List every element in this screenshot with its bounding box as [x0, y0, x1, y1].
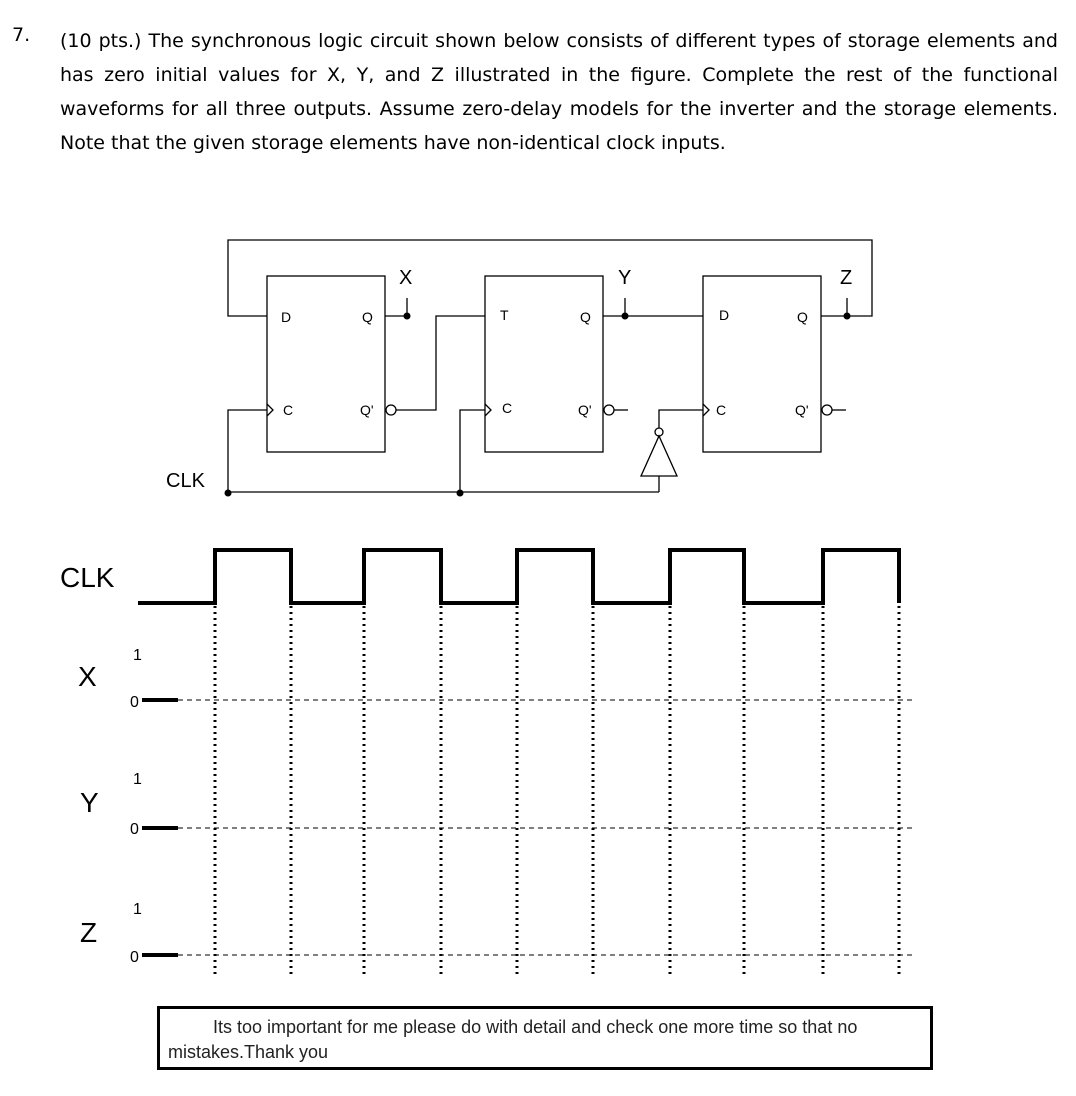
question-text: (10 pts.) The synchronous logic circuit shown below consists of different types of storage elements and has zero initial values for X, Y, and Z illustrated in the figure. Complete the rest of the functional waveforms for all three outputs. Assume zero-delay models for the inverter and the storage elements. Note that the given storage elements have non-identical clock inputs.	[60, 30, 1058, 154]
ff3-d-label: D	[719, 307, 730, 323]
ff2-clock-triangle	[485, 404, 491, 416]
ff1-qbar-bubble	[386, 405, 396, 415]
ff1-qbar-label: Q'	[360, 402, 374, 418]
z-signal-row	[80, 901, 915, 966]
ff3-c-label: C	[716, 402, 727, 418]
x-high-label: 1	[133, 647, 142, 664]
question-number: 7.	[12, 24, 31, 46]
user-note-text: Its too important for me please do with detail and check one more time so that no mistakes.Thank you	[168, 1017, 858, 1062]
ff3-d-flipflop	[703, 276, 821, 452]
ff1-clock-triangle	[267, 404, 273, 416]
y-signal-row	[80, 771, 915, 838]
circuit-clk-label: CLK	[166, 470, 205, 492]
y-low-label: 0	[130, 821, 139, 838]
clk-to-ff2	[460, 410, 485, 492]
feedback-wire	[228, 240, 872, 316]
y-high-label: 1	[133, 771, 142, 788]
ff1-q-label: Q	[362, 309, 373, 325]
clock-waveform	[138, 550, 899, 603]
y-output-label: Y	[618, 267, 632, 289]
timing-clk-label: CLK	[60, 562, 115, 593]
ff1-d-flipflop	[267, 276, 385, 452]
ff3-qbar-label: Q'	[795, 402, 809, 418]
ff2-q-label: Q	[580, 309, 591, 325]
junction-dots	[225, 313, 851, 497]
y-signal-name: Y	[80, 787, 99, 818]
x-low-label: 0	[130, 694, 139, 711]
ff3-q-label: Q	[797, 309, 808, 325]
x-signal-row	[78, 647, 915, 711]
user-note-box	[157, 1006, 933, 1070]
x-signal-name: X	[78, 661, 97, 692]
ff2-qbar-label: Q'	[578, 402, 592, 418]
ff1-c-label: C	[283, 402, 294, 418]
ff3-clock-triangle	[703, 404, 709, 416]
z-low-label: 0	[130, 949, 139, 966]
x-output-label: X	[399, 267, 413, 289]
z-high-label: 1	[133, 901, 142, 918]
clk-to-ff1	[228, 410, 267, 492]
ff2-t-label: T	[500, 307, 509, 323]
ff1-d-label: D	[281, 309, 292, 325]
logic-circuit	[228, 240, 872, 492]
z-output-label: Z	[840, 267, 853, 289]
ff2-c-label: C	[502, 400, 513, 416]
timing-diagram	[60, 550, 915, 975]
inverter	[641, 436, 677, 476]
inverter-to-ff3-clock	[659, 410, 703, 428]
ff3-qbar-bubble	[822, 405, 832, 415]
q1bar-to-t-wire	[396, 316, 485, 410]
z-signal-name: Z	[80, 917, 98, 948]
edge-guides	[215, 606, 899, 975]
ff2-qbar-bubble	[604, 405, 614, 415]
ff2-t-flipflop	[485, 276, 603, 452]
